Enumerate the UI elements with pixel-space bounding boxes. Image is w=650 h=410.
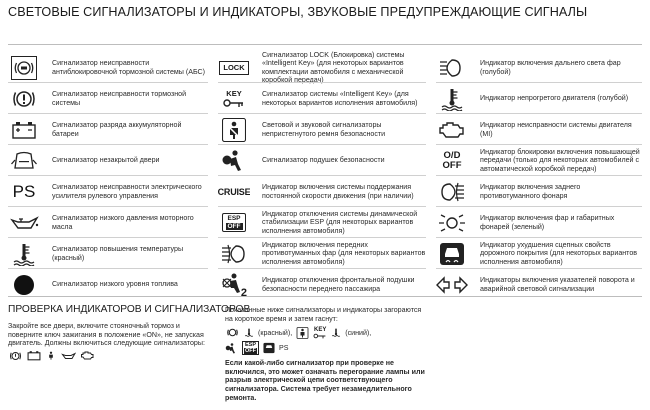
brake-exclamation-icon (8, 85, 40, 113)
oil-can-icon (8, 209, 40, 237)
indicator-description: Индикатор включения передних противотуманных фар (для некоторых вариантов исполнения автомобиля) (262, 241, 426, 266)
indicator-description: Сигнализатор разряда аккумуляторной батареи (52, 121, 182, 138)
indicator-description: Индикаторы включения указателей поворота и аварийной световой сигнализации (480, 276, 635, 293)
indicator-description: Сигнализатор системы «Intelligent Key» (для некоторых вариантов исполнения автомобиля) (262, 90, 418, 107)
column-3 (436, 52, 642, 300)
indicator-description: Индикатор включения системы поддержания постоянной скорости движения (при наличии) (262, 183, 414, 200)
indicator-description: Индикатор отключения системы динамической стабилизации ESP (для некоторых вариантов исполнения автомобиля) (262, 210, 418, 235)
seatbelt-icon (45, 350, 57, 361)
ps-label: PS (279, 344, 289, 353)
indicator-description: Сигнализатор подушек безопасности (262, 156, 385, 165)
indicator-row-cruise (218, 176, 426, 207)
fuel-dot-icon (8, 271, 40, 299)
cold-engine-icon (331, 326, 341, 339)
key-icon: KEY (313, 327, 327, 339)
od-off-icon: O/D OFF (442, 149, 462, 171)
ps-icon: PS (12, 181, 36, 201)
abs-circle-icon (225, 326, 240, 339)
indicator-row-abs (8, 52, 208, 83)
indicator-description: Сигнализатор LOCK (Блокировка) системы «Intelligent Key» (для некоторых вариантов комплектации автомобиля с механической коробкой передач) (262, 50, 405, 84)
check-engine-icon (80, 350, 95, 361)
column-1 (8, 52, 208, 300)
indicator-description: Индикатор отключения фронтальной подушки безопасности переднего пассажира (262, 276, 415, 293)
key-icon: KEY (218, 85, 250, 113)
indicator-row-temperature (8, 238, 208, 269)
indicator-description: Сигнализатор низкого давления моторного масла (52, 214, 194, 231)
abs-circle-icon (8, 54, 40, 82)
temperature-icon (244, 326, 254, 339)
check-icons-row-1 (225, 326, 430, 339)
indicator-description: Индикатор ухудшения сцепных свойств дорожного покрытия (для некоторых вариантов исполнения автомобиля) (480, 241, 638, 266)
battery-icon (8, 116, 40, 144)
airbag-off-icon: 2 (218, 271, 250, 299)
check-instructions: Закройте все двери, включите стояночный тормоз и поверните ключ зажигания в положение «ON», не запуская двигатель. Должны включиться следующие сигнализаторы: (8, 322, 205, 348)
check-short-lamps-text: Показанные ниже сигнализаторы и индикаторы загораются на короткое время и затем гаснут: (225, 306, 422, 323)
esp-off-icon: ESP OFF (218, 209, 250, 237)
indicator-description: Индикатор включения дальнего света фар (голубой) (480, 59, 621, 76)
indicator-row-rear-fog (436, 176, 642, 207)
page-title: СВЕТОВЫЕ СИГНАЛИЗАТОРЫ И ИНДИКАТОРЫ, ЗВУКОВЫЕ ПРЕДУПРЕЖДАЮЩИЕ СИГНАЛЫ (8, 5, 588, 19)
indicator-description: Сигнализатор неисправности антиблокировочной тормозной системы (АБС) (52, 59, 206, 76)
battery-icon (27, 350, 41, 361)
indicator-row-front-fog (218, 238, 426, 269)
indicator-row-cold-engine (436, 83, 642, 114)
check-icons-left (8, 350, 213, 362)
indicator-row-esp (218, 207, 426, 238)
blue-label: (синий), (345, 328, 372, 337)
indicator-description: Сигнализатор незакрытой двери (52, 156, 160, 165)
indicator-row-ps (8, 176, 208, 207)
oil-can-icon (61, 351, 76, 361)
indicator-description: Сигнализатор низкого уровня топлива (52, 280, 178, 289)
brake-exclamation-icon (8, 350, 23, 362)
indicator-description: Индикатор непрогретого двигателя (голубой) (480, 94, 629, 103)
indicator-description: Сигнализатор неисправности электрического усилителя рулевого управления (52, 183, 202, 200)
column-2 (218, 52, 426, 300)
indicator-row-slip (436, 238, 642, 269)
indicator-description: Индикатор блокировки включения повышающей передачи (только для некоторых автомобилей с автоматической коробкой передач) (480, 148, 640, 173)
door-open-icon (8, 147, 40, 175)
indicator-row-parking-lights (436, 207, 642, 238)
section-divider (8, 296, 642, 297)
check-engine-icon (436, 116, 468, 144)
cold-engine-icon (436, 85, 468, 113)
indicator-row-seatbelt (218, 114, 426, 145)
indicator-row-airbag (218, 145, 426, 176)
airbag-icon (225, 342, 238, 355)
indicator-description: Индикатор включения фар и габаритных фонарей (зеленый) (480, 214, 615, 231)
high-beam-icon (436, 54, 468, 82)
rear-fog-icon (436, 178, 468, 206)
indicator-row-check-engine (436, 114, 642, 145)
title-divider (8, 44, 642, 45)
lock-icon: LOCK (218, 54, 250, 82)
indicator-row-battery (8, 114, 208, 145)
cruise-icon: CRUISE (218, 186, 250, 197)
check-left-block (8, 322, 213, 362)
indicator-row-door (8, 145, 208, 176)
parking-lights-icon (436, 209, 468, 237)
indicator-description: Световой и звуковой сигнализаторы непристегнутого ремня безопасности (262, 121, 386, 138)
check-right-block (225, 306, 430, 402)
indicator-description: Индикатор включения заднего противотуманного фонаря (480, 183, 581, 200)
seatbelt-icon (296, 327, 309, 339)
indicator-row-oil (8, 207, 208, 238)
slip-icon (436, 240, 468, 268)
airbag-icon (218, 147, 250, 175)
indicator-row-od-off (436, 145, 642, 176)
check-warning-text: Если какой-либо сигнализатор при проверке не включился, это может означать перегорание лампы или разрыв электрической цепи соответствующего сигнализатора. Система требует незамедлительного ремонта. (225, 359, 425, 402)
slip-icon (263, 342, 275, 354)
indicator-description: Сигнализатор повышения температуры (красный) (52, 245, 184, 262)
red-label: (красный), (258, 328, 293, 337)
indicator-row-brake (8, 83, 208, 114)
esp-off-icon: ESP OFF (242, 341, 259, 355)
front-fog-icon (218, 240, 250, 268)
temperature-icon (8, 240, 40, 268)
indicator-row-lock (218, 52, 426, 83)
turn-signals-icon (436, 271, 468, 299)
check-section-title: ПРОВЕРКА ИНДИКАТОРОВ И СИГНАЛИЗАТОРОВ (8, 304, 251, 315)
indicator-row-key (218, 83, 426, 114)
seatbelt-icon (218, 116, 250, 144)
check-icons-row-2 (225, 341, 430, 355)
indicator-description: Индикатор неисправности системы двигателя (MI) (480, 121, 632, 138)
indicator-row-high-beam (436, 52, 642, 83)
indicator-description: Сигнализатор неисправности тормозной системы (52, 90, 187, 107)
